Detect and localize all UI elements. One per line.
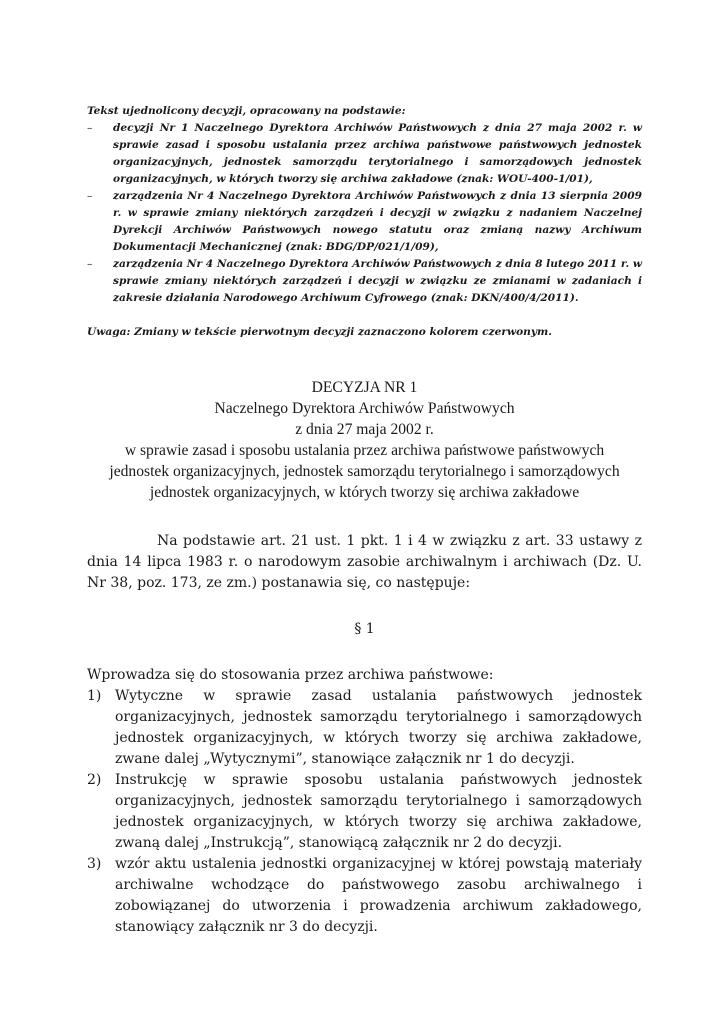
note-source-text: zarządzenia Nr 4 Naczelnego Dyrektora Archiwów Państwowych z dnia 13 sierpnia 2009 r. w sprawie zmiany niektórych zarządzeń i decyzji w związku z nadaniem Naczelnej Dyrekcji Archiwów Państwowych nowego statutu oraz zmianą nazwy Archiwum Dokumentacji Mechanicznej (znak: BDG/DP/021/1/09), (113, 190, 642, 253)
dash-bullet-icon: – (87, 190, 93, 202)
paragraph-mark: § 1 (354, 621, 375, 637)
dash-bullet-icon: – (87, 122, 93, 134)
dash-bullet-icon: – (87, 258, 93, 270)
note-source-item (87, 120, 642, 188)
note-source-list (87, 120, 642, 307)
note-remark: Uwaga: Zmiany w tekście pierwotnym decyzji zaznaczono kolorem czerwonym. (87, 326, 552, 338)
provision-item (87, 854, 642, 938)
provision-text: Wytyczne w sprawie zasad ustalania państwowych jednostek organizacyjnych, jednostek samorządu terytorialnego i samorządowych jednostek organizacyjnych, w których tworzy się archiwa zakładowe, zwane dalej „Wytycznymi”, stanowiące załącznik nr 1 do decyzji. (115, 688, 642, 767)
note-source-text: decyzji Nr 1 Naczelnego Dyrektora Archiwów Państwowych z dnia 27 maja 2002 r. w sprawie zasad i sposobu ustalania przez archiwa państwowe państwowych jednostek organizacyjnych, jednostek samorządu terytorialnego i samorządowych jednostek organizacyjnych, w których tworzy się archiwa zakładowe (znak: WOU-400-1/01), (113, 122, 642, 185)
legal-basis-preamble: Na podstawie art. 21 ust. 1 pkt. 1 i 4 w związku z art. 33 ustawy z dnia 14 lipca 1983 r. o narodowym zasobie archiwalnym i archiwach (Dz. U. Nr 38, poz. 173, ze zm.) postanawia się, co następuje: (87, 533, 642, 591)
decision-number: DECYZJA NR 1 (311, 379, 418, 396)
paragraph-lead: Wprowadza się do stosowania przez archiwa państwowe: (87, 667, 494, 683)
decision-issuer: Naczelnego Dyrektora Archiwów Państwowych (214, 400, 515, 417)
consolidation-note (87, 103, 642, 341)
provision-number: 3) (87, 856, 102, 872)
provision-number: 2) (87, 772, 102, 788)
note-source-item (87, 188, 642, 256)
note-source-text: zarządzenia Nr 4 Naczelnego Dyrektora Archiwów Państwowych z dnia 8 lutego 2011 r. w sprawie zmiany niektórych zarządzeń i decyzji w związku ze zmianami w zadaniach i zakresie działania Narodowego Archiwum Cyfrowego (znak: DKN/400/4/2011). (113, 258, 642, 304)
note-intro: Tekst ujednolicony decyzji, opracowany na podstawie: (87, 105, 406, 117)
provision-item (87, 770, 642, 854)
decision-subject-line: w sprawie zasad i sposobu ustalania przez archiwa państwowe państwowych (124, 442, 605, 459)
provision-text: wzór aktu ustalenia jednostki organizacyjnej w której powstają materiały archiwalne wchodzące do państwowego zasobu archiwalnego i zobowiązanej do utworzenia i prowadzenia archiwum zakładowego, stanowiący załącznik nr 3 do decyzji. (115, 856, 642, 935)
provision-text: Instrukcję w sprawie sposobu ustalania państwowych jednostek organizacyjnych, jednostek samorządu terytorialnego i samorządowych jednostek organizacyjnych, w których tworzy się archiwa zakładowe, zwaną dalej „Instrukcją”, stanowiącą załącznik nr 2 do decyzji. (115, 772, 642, 851)
decision-body (87, 531, 642, 938)
decision-subject-line: jednostek organizacyjnych, w których tworzy się archiwa zakładowe (149, 484, 580, 501)
provision-item (87, 686, 642, 770)
decision-subject-line: jednostek organizacyjnych, jednostek samorządu terytorialnego i samorządowych (109, 463, 620, 480)
decision-title-block (80, 377, 649, 503)
note-source-item (87, 256, 642, 307)
provision-number: 1) (87, 688, 102, 704)
provision-list (87, 686, 642, 938)
decision-date: z dnia 27 maja 2002 r. (295, 421, 434, 438)
